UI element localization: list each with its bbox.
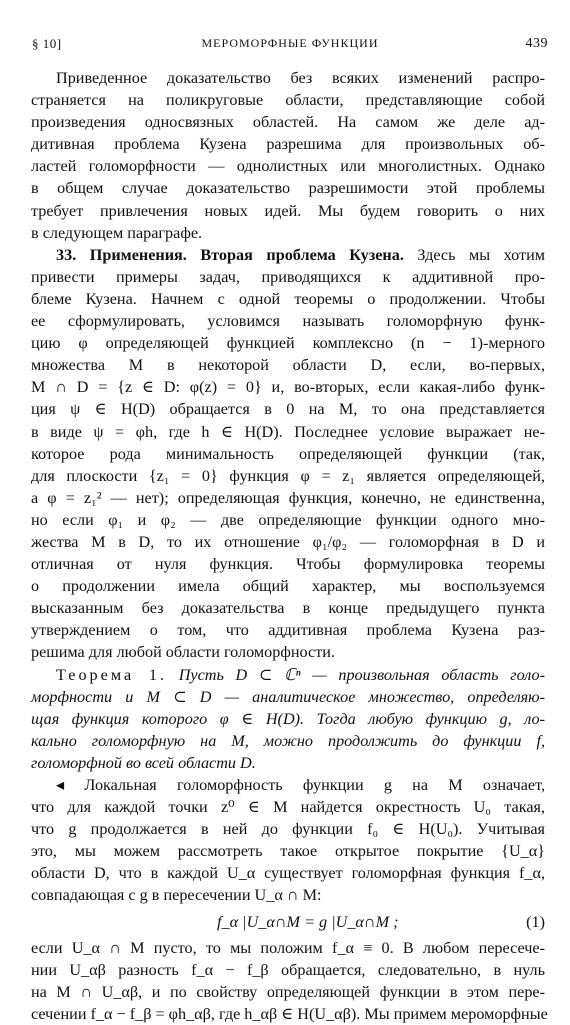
text-line: ластей голоморфности — однолистных или многолистных. Однако [31,157,545,176]
text-line: M ∩ D = {z ∈ D: φ(z) = 0} и, во-вторых, если какая-либо функ- [31,378,545,397]
running-header [32,36,548,56]
text-line: ция ψ ∈ H(D) обращается в 0 на M, то она представляется [31,400,545,419]
section-ref: § 10] [32,36,62,51]
theorem-1 [31,664,545,774]
text-line: на M ∩ U_αβ, и по свойству определяющей функции в этом пере- [31,982,545,1001]
text-line: если U_α ∩ M пусто, то мы положим f_α ≡ 0. В любом пересече- [31,938,545,957]
text-line: голоморфной во всей области D. [31,753,256,772]
text-line: высказанным без доказательства в конце предыдущего пункта [31,599,545,618]
text-line: о продолжении имела общий характер, мы воспользуемся [31,577,545,596]
text-line: страняется на поликруговые области, представляющие собой [31,91,545,110]
text-line: но если φ₁ и φ₂ — две определяющие функции одного мно- [31,510,545,529]
text-line: в виде ψ = φh, где h ∈ H(D). Последнее условие выражает не- [31,422,545,441]
formula-number: (1) [526,912,545,931]
text-line: что для каждой точки z⁰ ∈ M найдется окрестность U₀ такая, [31,798,545,817]
section-33 [31,244,545,664]
text-line: утверждением о том, что аддитивная проблема Кузена раз- [31,621,545,640]
proof [31,774,548,1025]
text-span: Пусть D ⊂ ℂⁿ — произвольная область голо- [167,665,545,684]
text-line: ее сформулировать, условимся называть голоморфную функ- [31,312,545,331]
text-line: Приведенное доказательство без всяких изменений распро- [56,69,545,87]
text-line [31,664,545,686]
text-line: области D, что в каждой U_α существует голоморфная функция f_α, [31,864,545,883]
text-line: ◂ Локальная голоморфность функции g на M означает, [56,776,545,794]
page-body [31,67,548,1025]
text-line: нии U_αβ разность f_α − f_β обращается, следовательно, в нуль [31,960,545,979]
text-line: множества M в некоторой области D, если, во-первых, [31,356,545,375]
text-line: а φ = z₁² — нет); определяющая функция, конечно, не единственна, [31,488,545,507]
running-title: МЕРОМОРФНЫЕ ФУНКЦИИ [201,36,379,50]
section-heading: 33. Применения. Вторая проблема Кузена. [56,245,404,264]
text-line: жества M в D, то их отношение φ₁/φ₂ — голоморфная в D и [31,532,545,551]
page-number: 439 [525,36,548,51]
text-line: щая функция которого φ ∈ H(D). Тогда любую функцию g, ло- [31,709,545,728]
theorem-label: Теорема 1. [56,665,167,684]
text-line: в общем случае доказательство разрешимости этой проблемы [31,179,545,198]
text-line: привести примеры задач, приводящихся к аддитивной про- [31,267,545,286]
text-line: требует привлечения новых идей. Мы будем говорить о них [31,201,545,220]
text-line: для плоскости {z₁ = 0} функция φ = z₁ является определяющей, [31,466,545,485]
text-span: Здесь мы хотим [403,245,545,264]
text-line: отличная от нуля функция. Чтобы формулировка теоремы [31,555,545,574]
paragraph-1 [31,67,545,244]
text-line: которое рода минимальность определяющей функции (так, [31,444,545,463]
text-line: совпадающая с g в пересечении U_α ∩ M: [31,886,322,905]
text-line: произведения односвязных областей. На самом же деле ад- [31,113,545,132]
text-line: дитивная проблема Кузена разрешима для произвольных об- [31,135,545,154]
text-line: решима для любой области голоморфности. [31,643,335,662]
text-line: в следующем параграфе. [31,223,203,242]
display-formula [31,907,545,937]
text-line: это, мы можем рассмотреть такое открытое покрытие {U_α} [31,842,545,861]
text-line: кально голоморфную на M, можно продолжить до функции f, [31,731,545,750]
formula-expression: f_α |U_α∩M = g |U_α∩M ; [217,912,399,931]
text-line: сечении f_α − f_β = φh_αβ, где h_αβ ∈ H(U_αβ). Мы примем мероморфные [31,1004,548,1023]
text-line: что g продолжается в ней до функции f₀ ∈ H(U₀). Учитывая [31,820,545,839]
text-line [31,244,545,266]
text-line: морфности и M ⊂ D — аналитическое множество, определяю- [31,687,545,706]
text-line: цию φ определяющей функцией комплексно (n − 1)-мерного [31,334,545,353]
text-line: блеме Кузена. Начнем с одной теоремы о продолжении. Чтобы [31,289,545,308]
